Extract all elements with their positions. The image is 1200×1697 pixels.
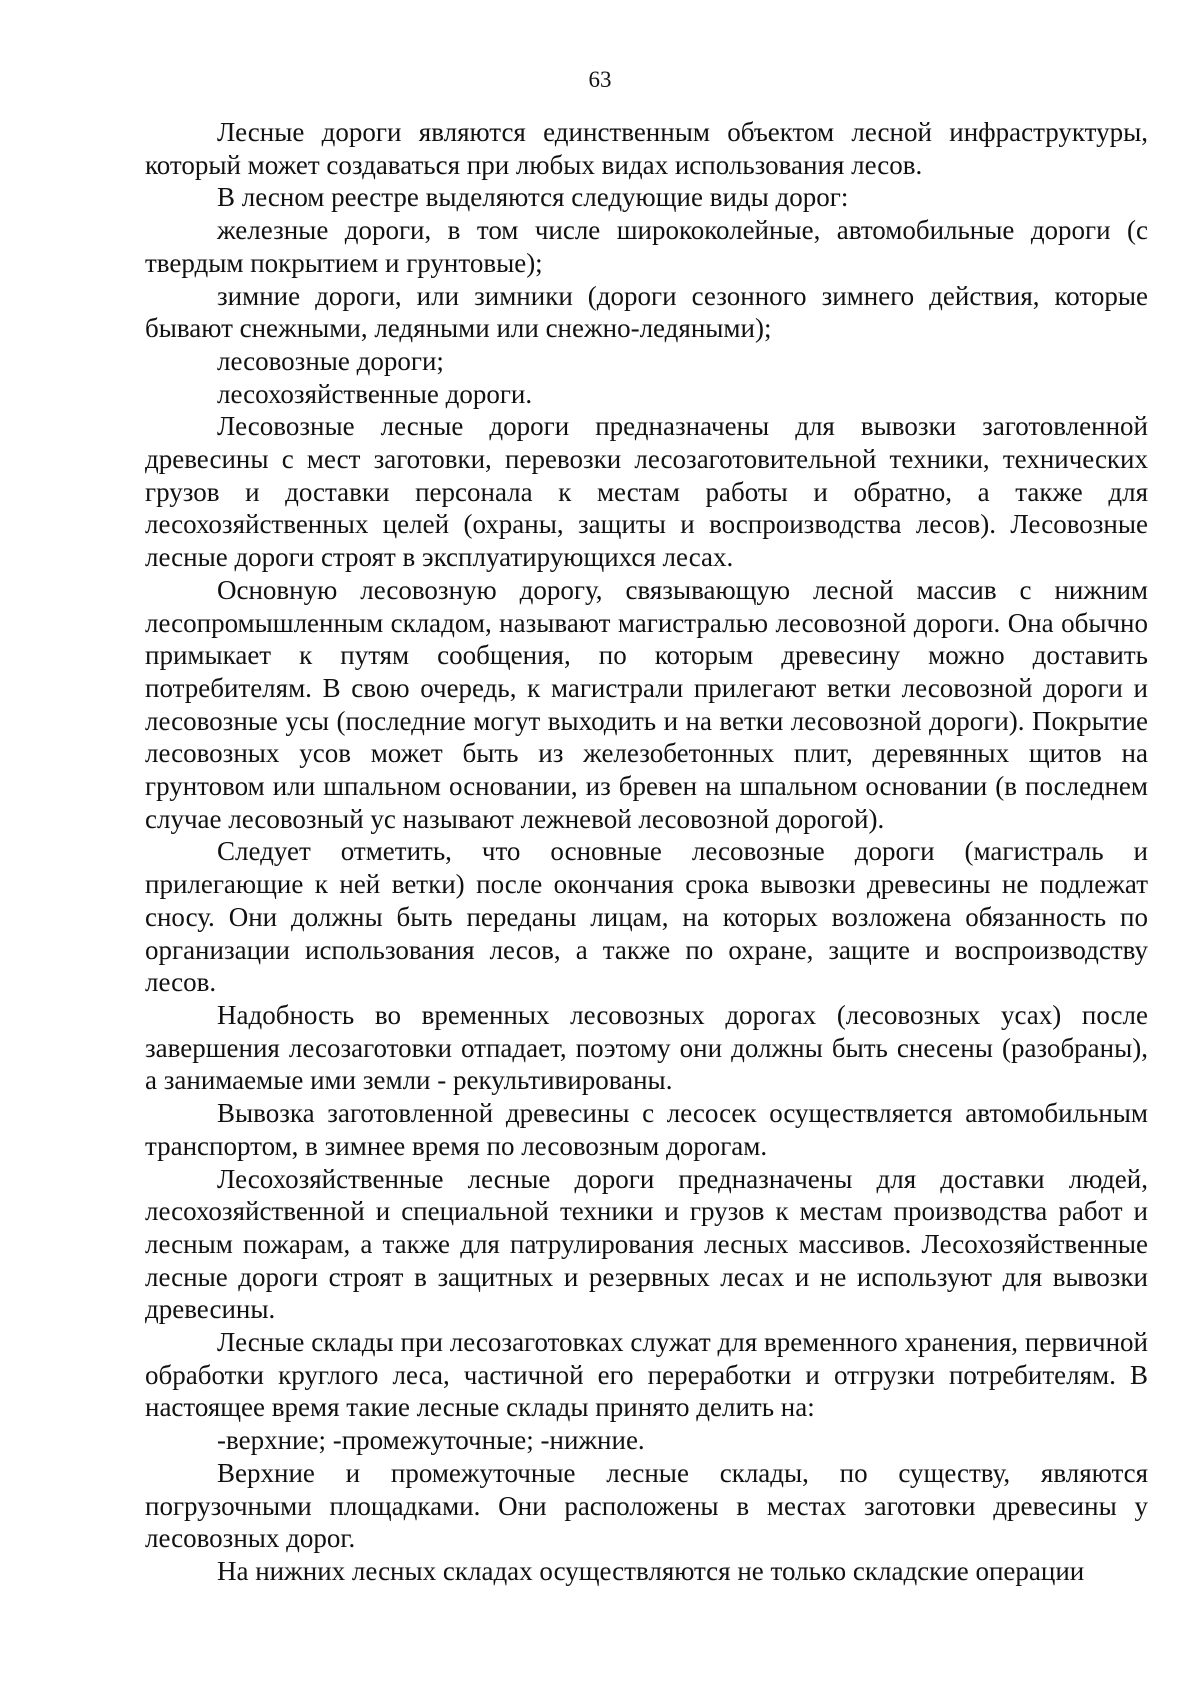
paragraph-main-road: Основную лесовозную дорогу, связывающую лесной массив с нижним лесопромышленным складом, называют магистралью лесовозной дороги. Она обычно примыкает к путям сообщения, по которым древесину можно доставить потребителям. В свою очередь, к магистрали прилегают ветки лесовозной дороги и лесовозные усы (последние могут выходить и на ветки лесовозной дороги). Покрытие лесовозных усов может быть из железобетонных плит, деревянных щитов на грунтовом или шпальном основании, из бревен на шпальном основании (в последнем случае лесовозный ус называют лежневой лесовозной дорогой).: [145, 574, 1148, 834]
body-text: [145, 116, 1148, 1588]
paragraph-upper-yards: Верхние и промежуточные лесные склады, по существу, являются погрузочными площадками. Они расположены в местах заготовки древесины у лесовозных дорог.: [145, 1457, 1148, 1554]
paragraph-timber-yards: Лесные склады при лесозаготовках служат для временного хранения, первичной обработки круглого леса, частичной его переработки и отгрузки потребителям. В настоящее время такие лесные склады принято делить на:: [145, 1327, 1148, 1423]
list-item-logging-roads: лесовозные дороги;: [217, 345, 444, 376]
paragraph-logging-roads: Лесовозные лесные дороги предназначены для вывозки заготовленной древесины с мест заготовки, перевозки лесозаготовительной техники, технических грузов и доставки персонала к местам работы и обратно, а также для лесохозяйственных целей (охраны, защиты и воспроизводства лесов). Лесовозные лесные дороги строят в эксплуатирующихся лесах.: [145, 411, 1148, 573]
list-item-winter-roads: зимние дороги, или зимники (дороги сезонного зимнего действия, которые бывают снежными, ледяными или снежно-ледяными);: [145, 280, 1148, 344]
paragraph-forestry-roads: Лесохозяйственные лесные дороги предназначены для доставки людей, лесохозяйственной и специальной техники и грузов к местам производства работ и лесным пожарам, а также для патрулирования лесных массивов. Лесохозяйственные лесные дороги строят в защитных и резервных лесах и не используют для вывозки древесины.: [145, 1163, 1148, 1325]
list-item-railways: железные дороги, в том числе ширококолейные, автомобильные дороги (с твердым покрытием и грунтовые);: [145, 215, 1148, 278]
paragraph-main-roads-retained: Следует отметить, что основные лесовозные дороги (магистраль и прилегающие к ней ветки) после окончания срока вывозки древесины не подлежат сносу. Они должны быть переданы лицам, на которых возложена обязанность по организации использования лесов, а также по охране, защите и воспроизводству лесов.: [145, 836, 1148, 998]
list-item-yard-types: -верхние; -промежуточные; -нижние.: [217, 1425, 645, 1456]
paragraph-lower-yards: На нижних лесных складах осуществляются не только складские операции: [217, 1555, 1085, 1586]
paragraph-intro: Лесные дороги являются единственным объектом лесной инфраструктуры, который может создаваться при любых видах использования лесов.: [145, 117, 1148, 180]
page-number: 63: [588, 67, 612, 92]
list-item-forestry-roads: лесохозяйственные дороги.: [217, 378, 533, 409]
paragraph-road-types-heading: В лесном реестре выделяются следующие виды дорог:: [217, 182, 849, 213]
paragraph-transport: Вывозка заготовленной древесины с лесосек осуществляется автомобильным транспортом, в зимнее время по лесовозным дорогам.: [145, 1098, 1148, 1161]
paragraph-temporary-roads: Надобность во временных лесовозных дорогах (лесовозных усах) после завершения лесозаготовки отпадает, поэтому они должны быть снесены (разобраны), а занимаемые ими земли - рекультивированы.: [145, 999, 1148, 1096]
